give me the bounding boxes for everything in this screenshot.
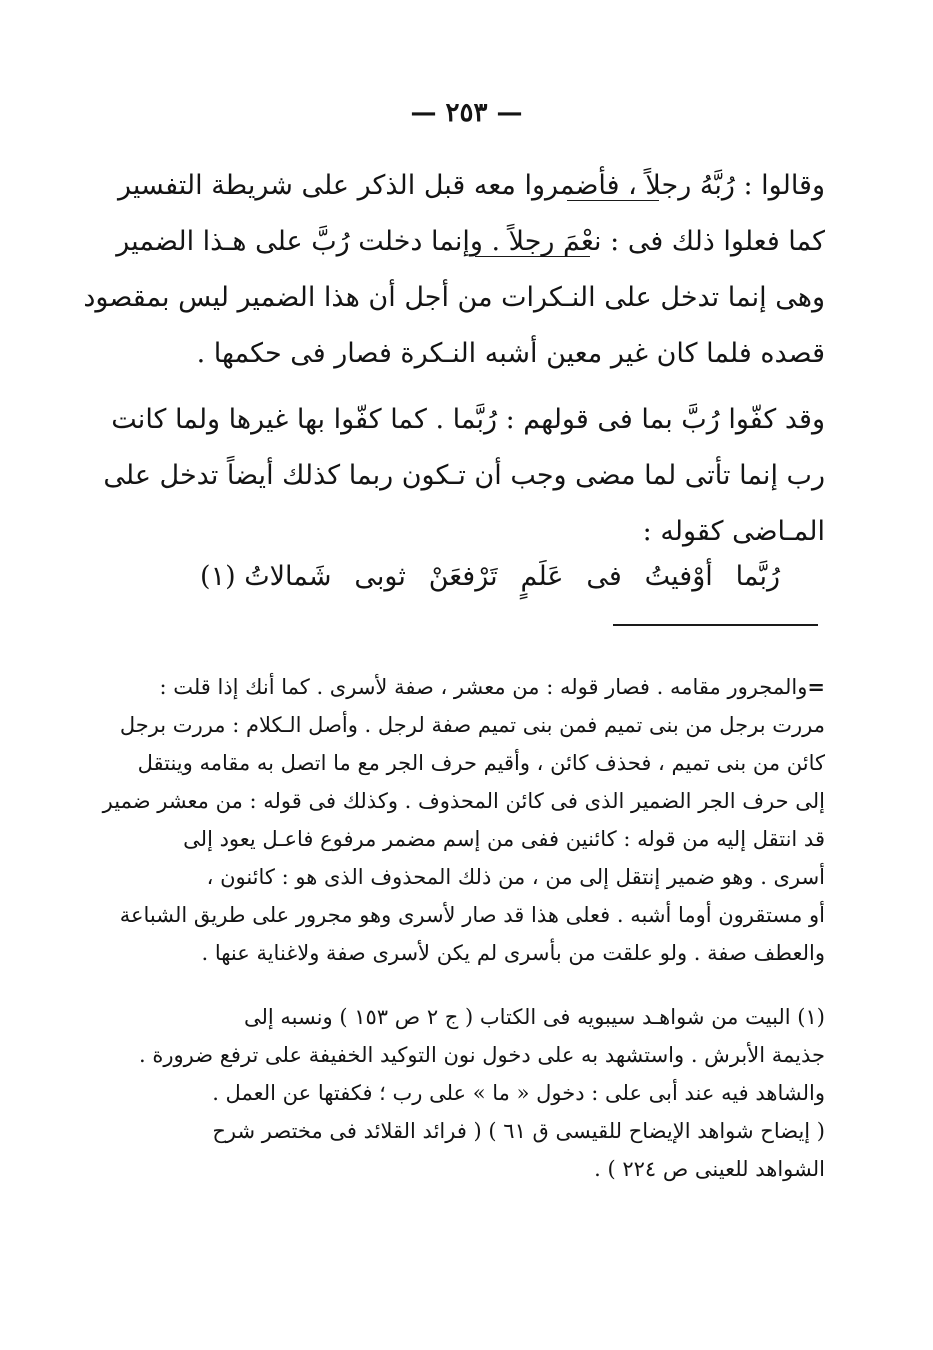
underline-mark (567, 200, 659, 201)
underline-mark (475, 256, 590, 257)
page-number: — ٢٥٣ — (410, 98, 523, 128)
footnote-line: ( إيضاح شواهد الإيضاح للقيسى ق ٦١ ) ( فرائد القلائد فى مختصر شرح (212, 1119, 825, 1143)
verse-word: فى (586, 561, 622, 592)
note-line: أو مستقرون أوما أشبه . فعلى هذا قد صار لأسرى وهو مجرور على طريق الشباعة (119, 903, 825, 927)
footnote-line: جذيمة الأبرش . واستشهد به على دخول نون التوكيد الخفيفة على ترفع ضرورة . (139, 1043, 825, 1067)
verse-word: عَلَمٍ (520, 561, 564, 592)
footnote-line: (١) البيت من شواهـد سيبويه فى الكتاب ( ج ٢ ص ١٥٣ ) ونسبه إلى (243, 1005, 825, 1029)
note-line: أسرى . وهو ضمير إنتقل إلى من ، من ذلك المحذوف الذى هو : كائنون ، (206, 865, 825, 889)
verse-word: ثوبى (354, 561, 406, 592)
text-line: وقد كفّوا رُبَّ بما فى قولهم : رُبَّما . كما كفّوا بها غيرها ولما كانت (111, 404, 825, 435)
verse-word: شَمالاتُ (١) (200, 561, 332, 592)
paragraph-1 (83, 158, 825, 382)
note-line: والعطف صفة . ولو علقت من بأسرى لم يكن لأسرى صفة ولاغناية عنها . (201, 941, 825, 965)
text-line: رب إنما تأتى لما مضى وجب أن تـكون ربما كذلك أيضاً تدخل على (103, 460, 825, 491)
notes-continuation (102, 668, 825, 972)
continuation-mark: = (807, 674, 825, 699)
note-line (160, 668, 825, 706)
paragraph-2 (103, 392, 825, 560)
note-line: إلى حرف الجر الضمير الذى فى كائن المحذوف . وكذلك فى قوله : من معشر ضمير (102, 789, 825, 813)
poetry-verse (200, 552, 780, 602)
note-line: قد انتقل إليه من قوله : كائنين ففى من إسم مضمر مرفوع فاعـل يعود إلى (183, 827, 825, 851)
note-line-text: والمجرور مقامه . فصار قوله : من معشر ، صفة لأسرى . كما أنك إذا قلت : (159, 675, 808, 699)
text-line: وهى إنما تدخل على النـكرات من أجل أن هذا الضمير ليس بمقصود (83, 282, 825, 313)
footnote-line: والشاهد فيه عند أبى على : دخول « ما » على رب ؛ فكفتها عن العمل . (212, 1081, 825, 1105)
verse-word: تَرْفعَنْ (428, 561, 498, 592)
text-line: وقالوا : رُبَّهُ رجلاً ، فأضمروا معه قبل الذكر على شريطة التفسير (117, 170, 825, 201)
text-line: المـاضى كقوله : (642, 516, 825, 547)
verse-word: رُبَّما (735, 561, 780, 592)
text-line: كما فعلوا ذلك فى : نعْمَ رجلاً . وإنما دخلت رُبَّ على هـذا الضمير (116, 226, 825, 257)
note-line: كائن من بنى تميم ، فحذف كائن ، وأقيم حرف الجر مع ما اتصل به مقامه وينتقل (137, 751, 825, 775)
footnote-divider (613, 624, 818, 626)
verse-word: أوْفيتُ (644, 561, 713, 592)
footnote-line: الشواهد للعينى ص ٢٢٤ ) . (594, 1157, 825, 1181)
note-line: مررت برجل من بنى تميم فمن بنى تميم صفة لرجل . وأصل الـكلام : مررت برجل (119, 713, 825, 737)
text-line: قصده فلما كان غير معين أشبه النـكرة فصار فى حكمها . (196, 338, 825, 369)
footnote-1 (139, 998, 825, 1188)
